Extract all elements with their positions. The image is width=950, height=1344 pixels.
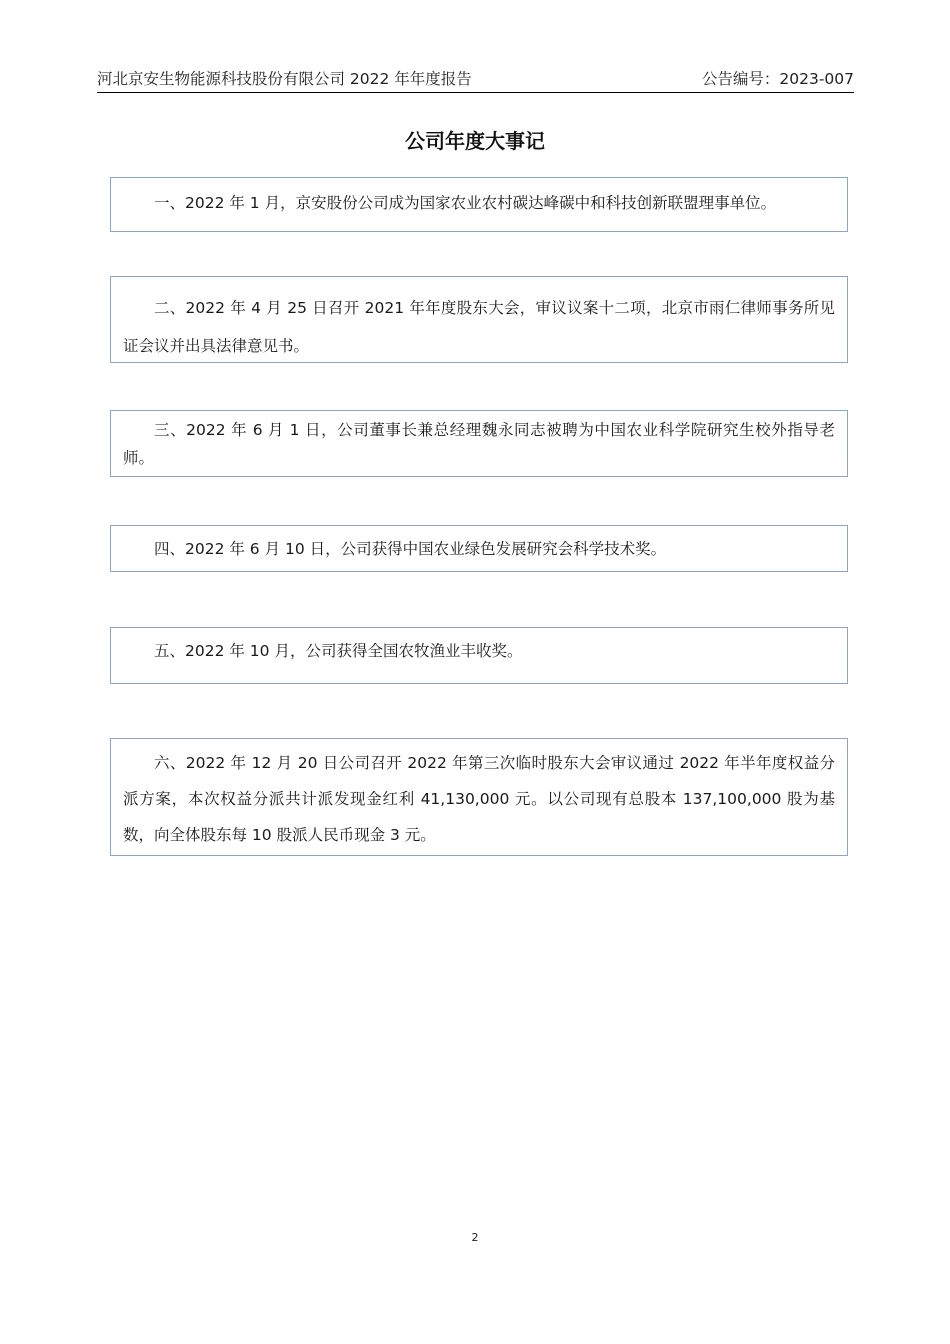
event-box-5 [110,627,848,684]
event-box-4 [110,525,848,572]
event-box-3 [110,410,848,477]
event-text-6: 六、2022 年 12 月 20 日公司召开 2022 年第三次临时股东大会审议通过 2022 年半年度权益分派方案，本次权益分派共计派发现金红利 41,130,000 元。以公司现有总股本 137,100,000 股为基数，向全体股东每 10 股派人民币现金 3 元。 [123,754,835,844]
header-notice-number: 公告编号：2023-007 [701,70,854,88]
event-box-6 [110,738,848,856]
event-box-2 [110,276,848,363]
page-header [97,66,854,93]
event-text-4: 四、2022 年 6 月 10 日，公司获得中国农业绿色发展研究会科学技术奖。 [154,540,667,558]
event-text-1: 一、2022 年 1 月，京安股份公司成为国家农业农村碳达峰碳中和科技创新联盟理事单位。 [154,194,777,212]
header-report-title: 河北京安生物能源科技股份有限公司 2022 年年度报告 [97,70,472,88]
event-box-1 [110,177,848,232]
event-text-5: 五、2022 年 10 月，公司获得全国农牧渔业丰收奖。 [154,642,523,660]
event-text-2: 二、2022 年 4 月 25 日召开 2021 年年度股东大会，审议议案十二项，北京市雨仁律师事务所见证会议并出具法律意见书。 [123,299,835,355]
document-title: 公司年度大事记 [405,129,545,153]
event-text-3: 三、2022 年 6 月 1 日，公司董事长兼总经理魏永同志被聘为中国农业科学院研究生校外指导老师。 [123,421,835,467]
page-number: 2 [471,1231,479,1244]
